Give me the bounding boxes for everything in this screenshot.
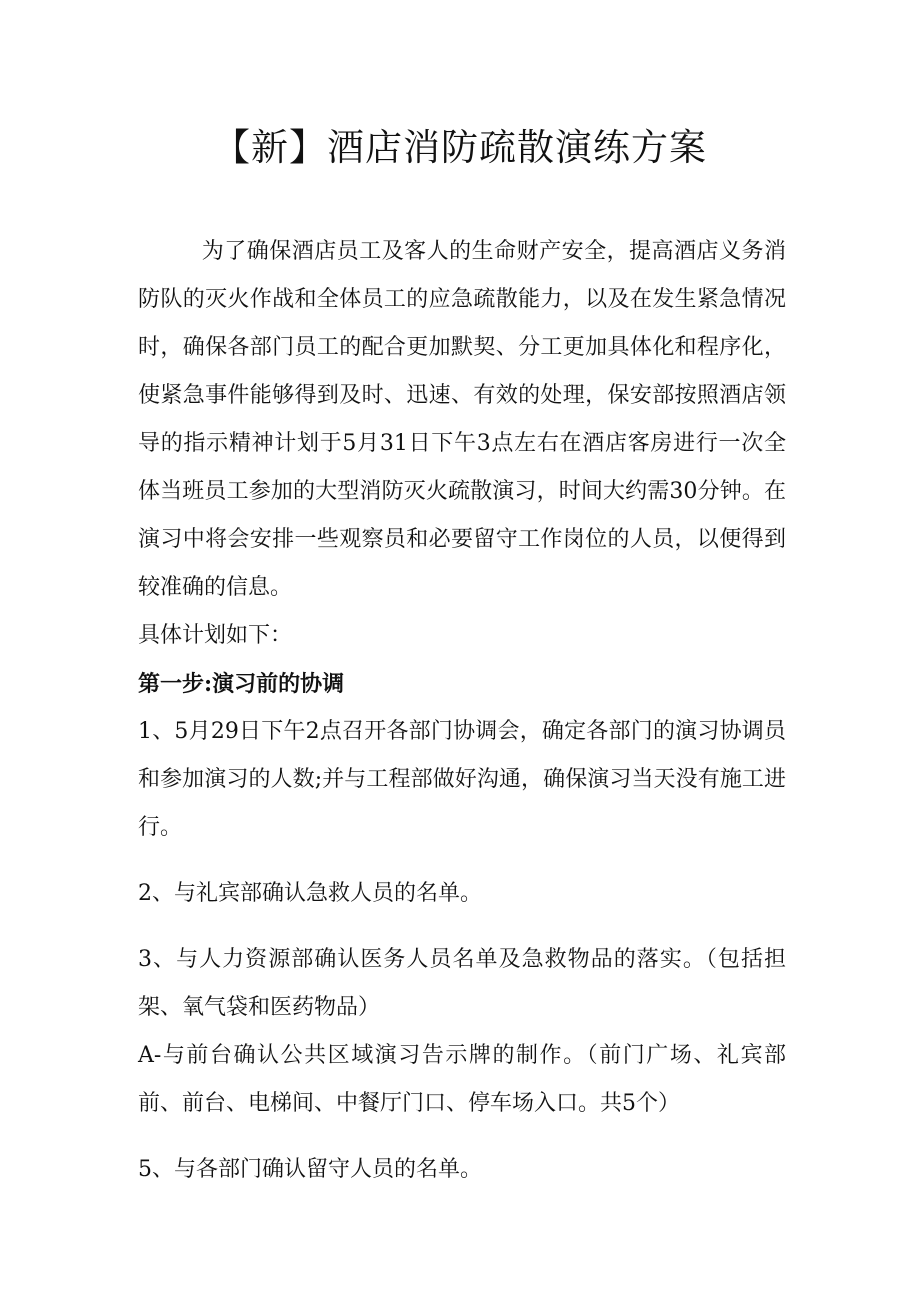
list-item-1: 1、5月29日下午2点召开各部门协调会，确定各部门的演习协调员和参加演习的人数;并与工程部做好沟通，确保演习当天没有施工进行。	[138, 719, 786, 840]
intro-paragraph: 为了确保酒店员工及客人的生命财产安全，提高酒店义务消防队的灭火作战和全体员工的应急疏散能力，以及在发生紧急情况时，确保各部门员工的配合更加默契、分工更加具体化和程序化，使紧急事件能够得到及时、迅速、有效的处理，保安部按照酒店领导的指示精神计划于5月31日下午3点左右在酒店客房进行一次全体当班员工参加的大型消防灭火疏散演习，时间大约需30分钟。在演习中将会安排一些观察员和必要留守工作岗位的人员，以便得到较准确的信息。	[138, 239, 786, 600]
list-item-2: 2、与礼宾部确认急救人员的名单。	[138, 881, 482, 906]
list-item-3: 3、与人力资源部确认医务人员名单及急救物品的落实。（包括担架、氧气袋和医药物品）	[138, 947, 786, 1020]
step1-heading: 第一步:演习前的协调	[138, 671, 345, 697]
plan-label: 具体计划如下：	[138, 623, 293, 648]
list-item-4: A-与前台确认公共区域演习告示牌的制作。（前门广场、礼宾部前、前台、电梯间、中餐厅门口、停车场入口。共5个）	[138, 1043, 786, 1116]
document-title: 【新】酒店消防疏散演练方案	[213, 126, 707, 169]
list-item-5: 5、与各部门确认留守人员的名单。	[138, 1157, 482, 1182]
document-body	[138, 228, 786, 1194]
